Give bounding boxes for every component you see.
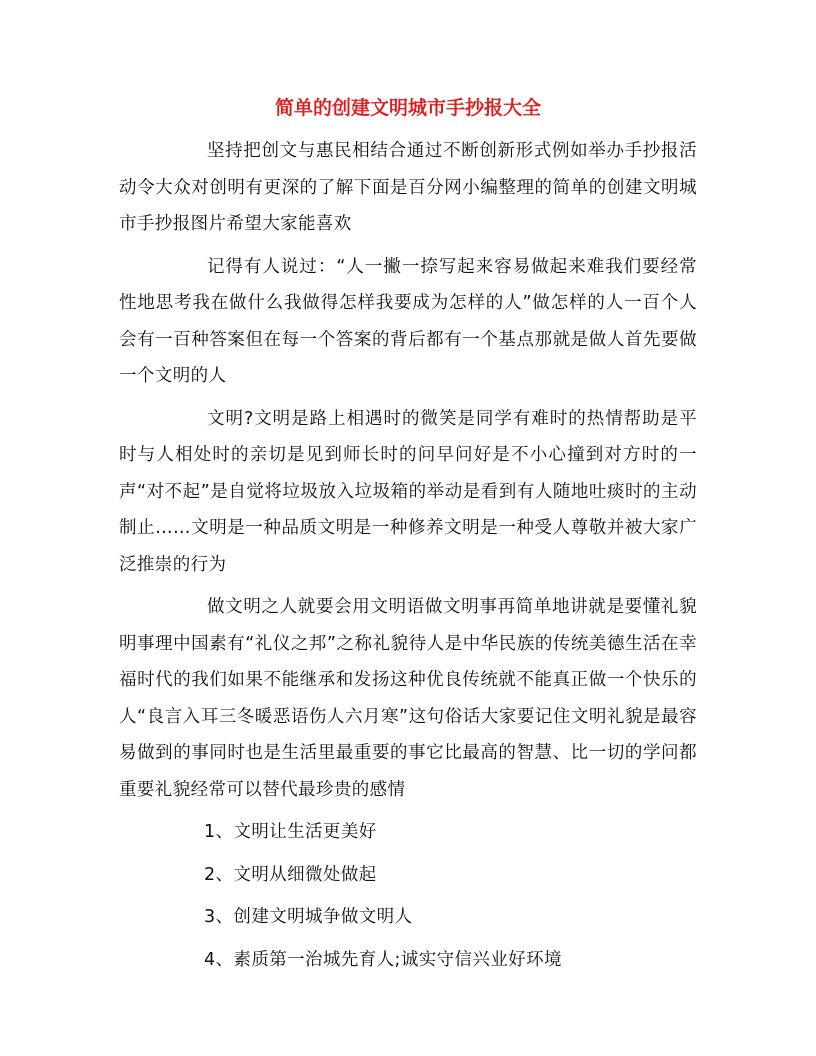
- list-item: 3、创建文明城争做文明人: [204, 907, 413, 927]
- paragraph-intro: 坚持把创文与惠民相结合通过不断创新形式例如举办手抄报活动令大众对创明有更深的了解下面是百分网小编整理的简单的创建文明城市手抄报图片希望大家能喜欢: [119, 141, 697, 234]
- list-item: 1、文明让生活更美好: [204, 822, 377, 842]
- document-title: 简单的创建文明城市手抄报大全: [274, 97, 541, 119]
- paragraph-quote: 记得有人说过：“人一撇一捺写起来容易做起来难我们要经常性地思考我在做什么我做得怎样我要成为怎样的人”做怎样的人一百个人会有一百种答案但在每一个答案的背后都有一个基点那就是做人首先要做一个文明的人: [119, 256, 697, 386]
- paragraph-etiquette: 做文明之人就要会用文明语做文明事再简单地讲就是要懂礼貌明事理中国素有“礼仪之邦”之称礼貌待人是中华民族的传统美德生活在幸福时代的我们如果不能继承和发扬这种优良传统就不能真正做一个快乐的人“良言入耳三冬暖恶语伤人六月寒”这句俗话大家要记住文明礼貌是最容易做到的事同时也是生活里最重要的事它比最高的智慧、比一切的学问都重要礼貌经常可以替代最珍贵的感情: [119, 597, 697, 800]
- slogan-list: [119, 814, 697, 978]
- document-body: [119, 133, 697, 984]
- list-item: 2、文明从细微处做起: [204, 864, 377, 885]
- list-item: 4、素质第一治城先育人;诚实守信兴业好环境: [204, 949, 562, 970]
- paragraph-definition: 文明?文明是路上相遇时的微笑是同学有难时的热情帮助是平时与人相处时的亲切是见到师长时的问早问好是不小心撞到对方时的一声“对不起”是自觉将垃圾放入垃圾箱的举动是看到有人随地吐痰时的主动制止……文明是一种品质文明是一种修养文明是一种受人尊敬并被大家广泛推崇的行为: [119, 408, 697, 575]
